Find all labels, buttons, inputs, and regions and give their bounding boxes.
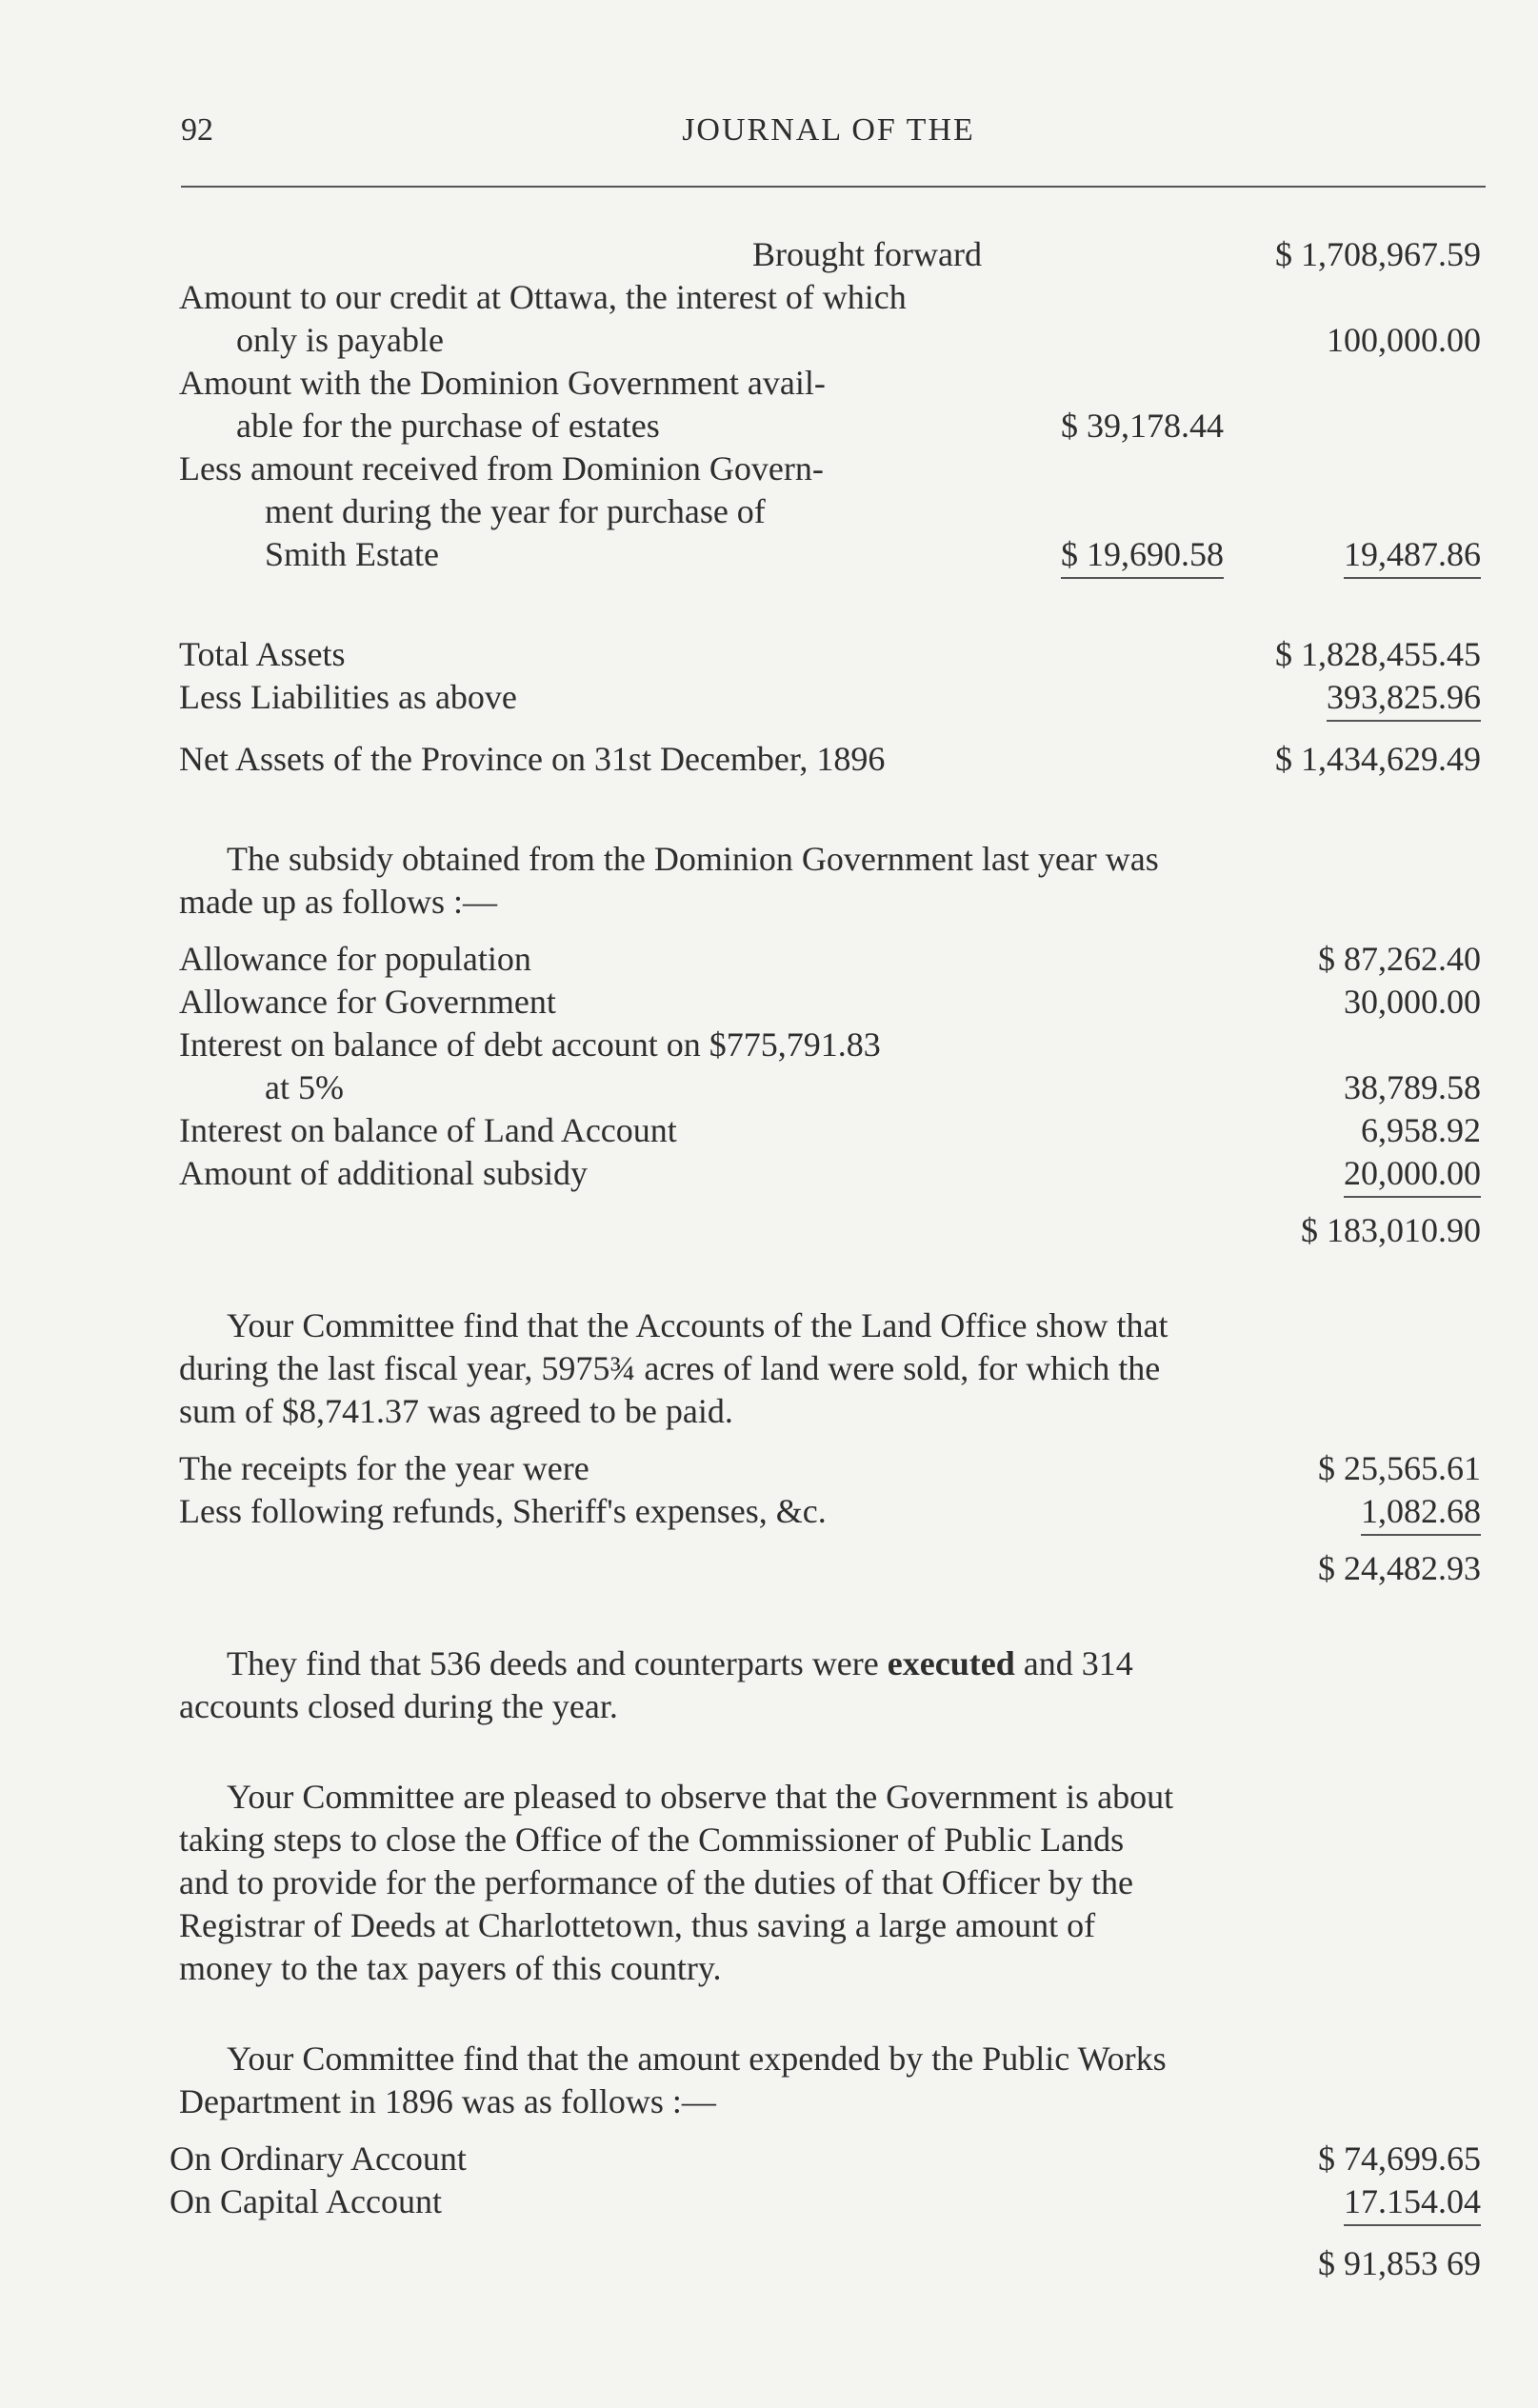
public-works-line-1: Your Committee find that the amount expended by the Public Works: [227, 2040, 1167, 2078]
deeds-line-2: accounts closed during the year.: [179, 1687, 618, 1725]
dominion-amount: $ 39,178.44: [1061, 407, 1224, 445]
net-assets-amount: $ 1,434,629.49: [1275, 740, 1481, 778]
subsidy-row-label: Interest on balance of debt account on $775,791.83: [179, 1025, 881, 1064]
brought-forward-amount: $ 1,708,967.59: [1275, 235, 1481, 273]
public-works-line-2: Department in 1896 was as follows :—: [179, 2082, 716, 2120]
ottawa-line-2: only is payable: [236, 321, 444, 359]
ordinary-amount: $ 74,699.65: [1318, 2139, 1481, 2178]
less-line-3: Smith Estate: [265, 535, 439, 573]
subsidy-row-amount: 30,000.00: [1344, 983, 1481, 1021]
subsidy-row-label: Allowance for Government: [179, 983, 556, 1021]
subsidy-row-amount: $ 87,262.40: [1318, 940, 1481, 978]
total-assets-label: Total Assets: [179, 635, 346, 673]
land-para-line-1: Your Committee find that the Accounts of the Land Office show that: [227, 1306, 1168, 1344]
less-line-2: ment during the year for purchase of: [265, 492, 766, 530]
liabilities-amount: 393,825.96: [1327, 676, 1481, 722]
header-rule: [181, 186, 1486, 188]
subsidy-row-label: Interest on balance of Land Account: [179, 1111, 677, 1149]
less-amount: $ 19,690.58: [1061, 533, 1224, 579]
ottawa-amount: 100,000.00: [1327, 321, 1481, 359]
subsidy-intro-line-1: The subsidy obtained from the Dominion Government last year was: [227, 840, 1159, 878]
page-header: [181, 112, 1476, 160]
running-title: JOURNAL OF THE: [682, 112, 975, 148]
commissioner-line-1: Your Committee are pleased to observe that the Government is about: [227, 1778, 1174, 1816]
deeds-line-1-b: executed: [887, 1644, 1015, 1682]
commissioner-line-2: taking steps to close the Office of the Commissioner of Public Lands: [179, 1821, 1125, 1859]
total-assets-amount: $ 1,828,455.45: [1275, 635, 1481, 673]
liabilities-label: Less Liabilities as above: [179, 678, 517, 716]
subsidy-total: $ 183,010.90: [1301, 1211, 1481, 1249]
refunds-amount: 1,082.68: [1361, 1490, 1481, 1536]
subsidy-row-label: Allowance for population: [179, 940, 531, 978]
commissioner-line-4: Registrar of Deeds at Charlottetown, thus saving a large amount of: [179, 1906, 1096, 1944]
land-para-line-2: during the last fiscal year, 5975¾ acres of land were sold, for which the: [179, 1349, 1161, 1387]
subsidy-row-label: Amount of additional subsidy: [179, 1154, 588, 1192]
public-works-total: $ 91,853 69: [1318, 2244, 1481, 2282]
land-net-amount: $ 24,482.93: [1318, 1549, 1481, 1587]
dominion-line-2: able for the purchase of estates: [236, 407, 660, 445]
capital-label: On Capital Account: [170, 2182, 442, 2220]
land-para-line-3: sum of $8,741.37 was agreed to be paid.: [179, 1392, 733, 1430]
ottawa-line-1: Amount to our credit at Ottawa, the interest of which: [179, 278, 907, 316]
subsidy-row-amount: 6,958.92: [1361, 1111, 1481, 1149]
page-number: 92: [181, 112, 213, 148]
subsidy-row-amount: 38,789.58: [1344, 1068, 1481, 1106]
brought-forward-label: Brought forward: [752, 235, 982, 273]
capital-amount: 17.154.04: [1344, 2180, 1481, 2226]
receipts-label: The receipts for the year were: [179, 1449, 589, 1487]
subsidy-row-label: at 5%: [265, 1068, 344, 1106]
subsidy-row-amount: 20,000.00: [1344, 1152, 1481, 1198]
deeds-line-1: [227, 1642, 1133, 1684]
less-line-1: Less amount received from Dominion Govern-: [179, 449, 824, 488]
net-assets-label: Net Assets of the Province on 31st December, 1896: [179, 740, 886, 778]
less-net-amount: 19,487.86: [1344, 533, 1481, 579]
deeds-line-1-a: They find that 536 deeds and counterparts were: [227, 1644, 879, 1682]
ordinary-label: On Ordinary Account: [170, 2139, 467, 2178]
refunds-label: Less following refunds, Sheriff's expenses, &c.: [179, 1492, 827, 1530]
commissioner-line-5: money to the tax payers of this country.: [179, 1949, 722, 1987]
commissioner-line-3: and to provide for the performance of the duties of that Officer by the: [179, 1863, 1133, 1901]
receipts-amount: $ 25,565.61: [1318, 1449, 1481, 1487]
dominion-line-1: Amount with the Dominion Government avail-: [179, 364, 826, 402]
subsidy-intro-line-2: made up as follows :—: [179, 883, 497, 921]
deeds-line-1-c: and 314: [1023, 1644, 1133, 1682]
